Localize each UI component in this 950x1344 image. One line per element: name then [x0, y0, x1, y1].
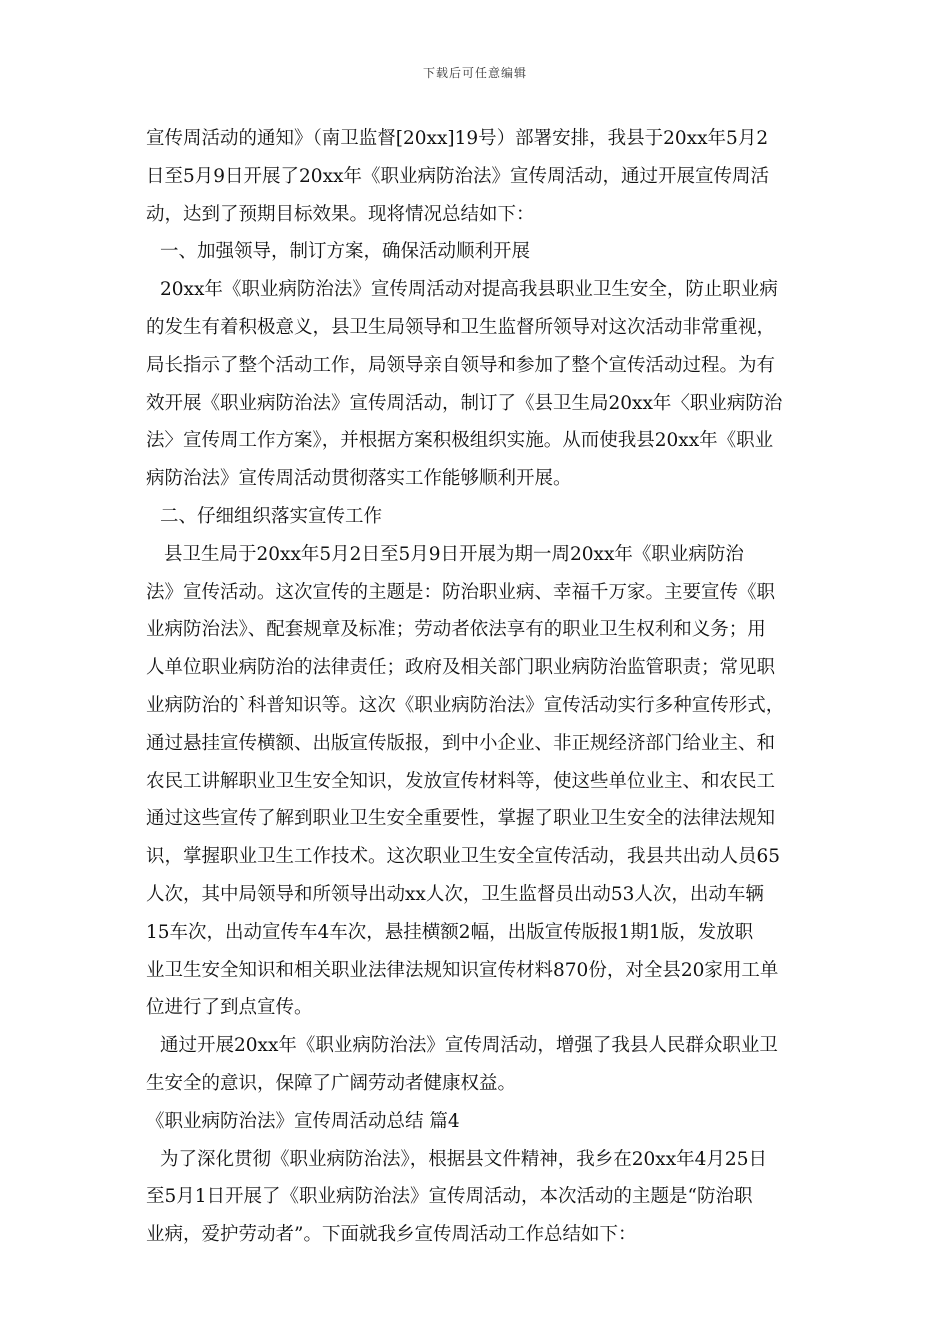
text-line: 业病防治法》、配套规章及标准；劳动者依法享有的职业卫生权利和义务；用	[146, 619, 766, 641]
text-line: 20xx年《职业病防治法》宣传周活动对提高我县职业卫生安全，防止职业病	[160, 279, 778, 301]
text-line: 业病，爱护劳动者”。下面就我乡宣传周活动工作总结如下：	[146, 1224, 637, 1246]
text-line: 局长指示了整个活动工作，局领导亲自领导和参加了整个宣传活动过程。为有	[146, 354, 776, 376]
section-heading: 一、加强领导，制订方案，确保活动顺利开展	[160, 241, 531, 263]
text-line: 病防治法》宣传周活动贯彻落实工作能够顺利开展。	[146, 468, 572, 490]
text-line: 位进行了到点宣传。	[146, 997, 313, 1019]
document-body	[146, 120, 810, 1254]
text-line: 业卫生安全知识和相关职业法律法规知识宣传材料870份，对全县20家用工单	[146, 959, 779, 981]
text-line: 人次，其中局领导和所领导出动xx人次，卫生监督员出动53人次，出动车辆	[146, 883, 764, 905]
text-line: 法〉宣传周工作方案》，并根据方案积极组织实施。从而使我县20xx年《职业	[146, 430, 774, 452]
text-line: 人单位职业病防治的法律责任；政府及相关部门职业病防治监管职责；常见职	[146, 657, 776, 679]
page-header: 下载后可任意编辑	[422, 66, 527, 80]
text-line: 县卫生局于20xx年5月2日至5月9日开展为期一周20xx年《职业病防治	[164, 543, 744, 565]
text-line: 通过悬挂宣传横额、出版宣传版报，到中小企业、非正规经济部门给业主、和	[146, 732, 776, 754]
text-line: 为了深化贯彻《职业病防治法》，根据县文件精神，我乡在20xx年4月25日	[160, 1148, 767, 1170]
text-line: 日至5月9日开展了20xx年《职业病防治法》宣传周活动，通过开展宣传周活	[146, 165, 769, 187]
text-line: 识，掌握职业卫生工作技术。这次职业卫生安全宣传活动，我县共出动人员65	[146, 846, 781, 868]
text-line: 生安全的意识，保障了广阔劳动者健康权益。	[146, 1072, 517, 1094]
text-line: 15车次，出动宣传车4车次，悬挂横额2幅，出版宣传版报1期1版，发放职	[146, 921, 754, 943]
text-line: 动，达到了预期目标效果。现将情况总结如下：	[146, 203, 535, 225]
section-heading: 二、仔细组织落实宣传工作	[160, 505, 383, 527]
text-line: 通过开展20xx年《职业病防治法》宣传周活动，增强了我县人民群众职业卫	[160, 1035, 778, 1057]
text-line: 通过这些宣传了解到职业卫生安全重要性，掌握了职业卫生安全的法律法规知	[146, 808, 776, 830]
text-line: 农民工讲解职业卫生安全知识，发放宣传材料等，使这些单位业主、和农民工	[146, 770, 776, 792]
section-heading: 《职业病防治法》宣传周活动总结 篇4	[146, 1110, 460, 1132]
text-line: 业病防治的`科普知识等。这次《职业病防治法》宣传活动实行多种宣传形式，	[146, 694, 785, 716]
text-line: 的发生有着积极意义，县卫生局领导和卫生监督所领导对这次活动非常重视，	[146, 316, 776, 338]
text-line: 宣传周活动的通知》（南卫监督[20xx]19号）部署安排，我县于20xx年5月2	[146, 128, 769, 149]
text-line: 效开展《职业病防治法》宣传周活动，制订了《县卫生局20xx年〈职业病防治	[146, 392, 783, 414]
text-line: 法》宣传活动。这次宣传的主题是：防治职业病、幸福千万家。主要宣传《职	[146, 581, 776, 603]
text-line: 至5月1日开展了《职业病防治法》宣传周活动，本次活动的主题是“防治职	[146, 1186, 753, 1208]
